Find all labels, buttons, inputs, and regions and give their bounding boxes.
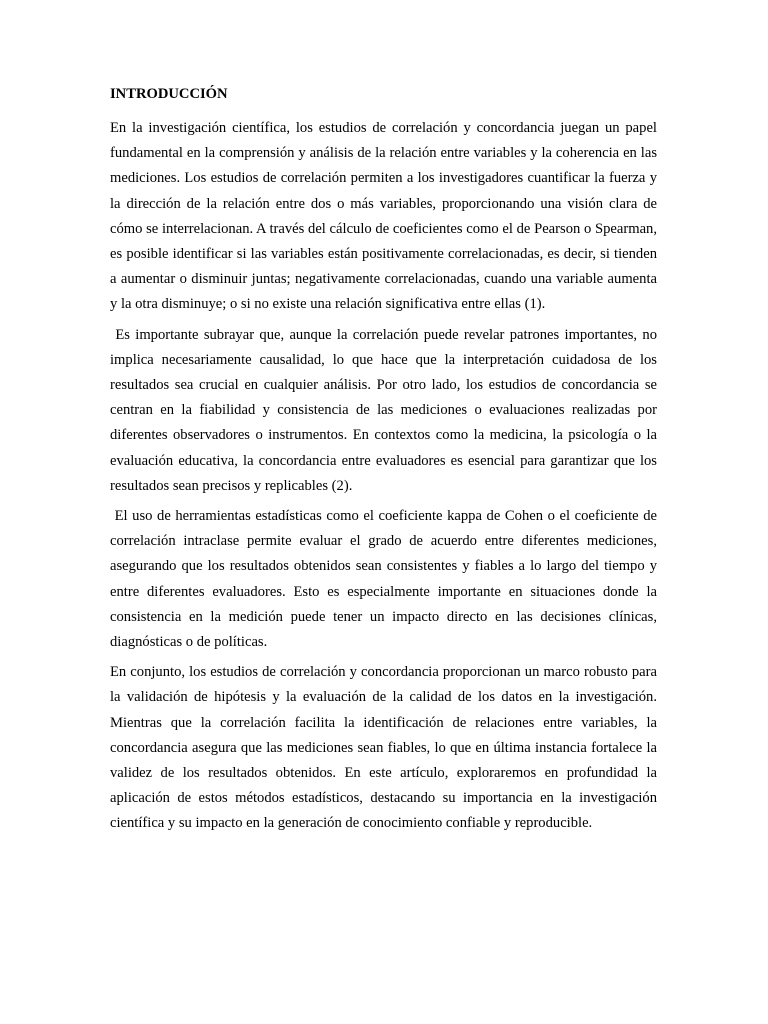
document-page <box>110 84 661 842</box>
paragraph-3: El uso de herramientas estadísticas como el coeficiente kappa de Cohen o el coeficiente de correlación intraclase permite evaluar el grado de acuerdo entre diferentes mediciones, asegurando que los resultados obtenidos sean consistentes y fiables a lo largo del tiempo y entre diferentes evaluadores. Esto es especialmente importante en situaciones donde la consistencia en la medición puede tener un impacto directo en las decisiones clínicas, diagnósticas o de políticas. <box>110 508 661 651</box>
paragraph-1: En la investigación científica, los estudios de correlación y concordancia juegan un papel fundamental en la comprensión y análisis de la relación entre variables y la coherencia en las mediciones. Los estudios de correlación permiten a los investigadores cuantificar la fuerza y la dirección de la relación entre dos o más variables, proporcionando una visión clara de cómo se interrelacionan. A través del cálculo de coeficientes como el de Pearson o Spearman, es posible identificar si las variables están positivamente correlacionadas, es decir, si tienden a aumentar o disminuir juntas; negativamente correlacionadas, cuando una variable aumenta y la otra disminuye; o si no existe una relación significativa entre ellas (1). <box>110 120 661 313</box>
section-heading: INTRODUCCIÓN <box>110 86 228 102</box>
paragraph-2: Es importante subrayar que, aunque la correlación puede revelar patrones importantes, no implica necesariamente causalidad, lo que hace que la interpretación cuidadosa de los resultados sea crucial en cualquier análisis. Por otro lado, los estudios de concordancia se centran en la fiabilidad y consistencia de las mediciones o evaluaciones realizadas por diferentes observadores o instrumentos. En contextos como la medicina, la psicología o la evaluación educativa, la concordancia entre evaluadores es esencial para garantizar que los resultados sean precisos y replicables (2). <box>110 326 661 494</box>
paragraph-4: En conjunto, los estudios de correlación y concordancia proporcionan un marco robusto para la validación de hipótesis y la evaluación de la calidad de los datos en la investigación. Mientras que la correlación facilita la identificación de relaciones entre variables, la concordancia asegura que las mediciones sean fiables, lo que en última instancia fortalece la validez de los resultados obtenidos. En este artículo, exploraremos en profundidad la aplicación de estos métodos estadísticos, destacando su importancia en la investigación científica y su impacto en la generación de conocimiento confiable y reproducible. <box>110 664 661 832</box>
